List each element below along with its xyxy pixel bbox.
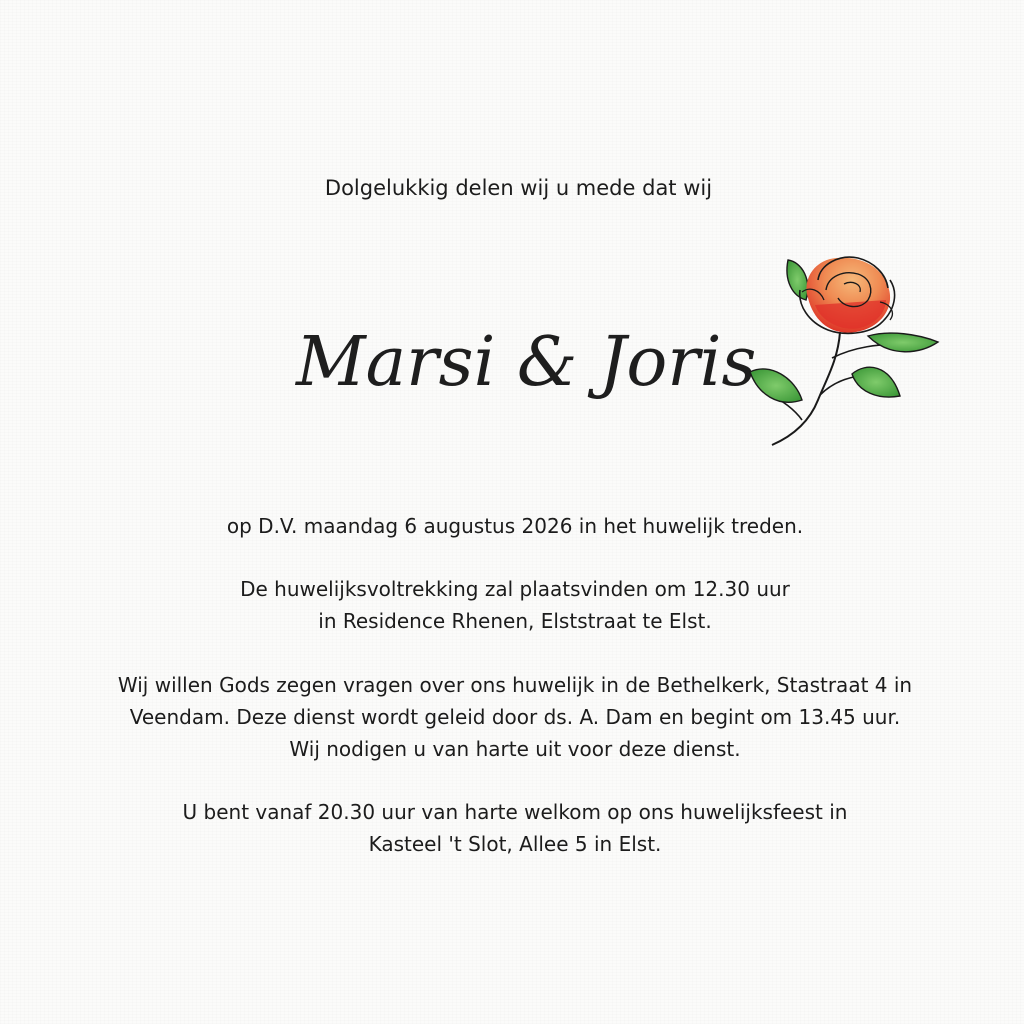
church-paragraph: [0, 669, 1024, 765]
party-paragraph: [0, 796, 1024, 860]
church-line: Wij nodigen u van harte uit voor deze dienst.: [289, 737, 741, 761]
date-line: [0, 510, 1024, 542]
date-text: op D.V. maandag 6 augustus 2026 in het huwelijk treden.: [226, 514, 804, 538]
couple-names: Marsi & Joris: [296, 323, 757, 402]
church-line: Veendam. Deze dienst wordt geleid door ds. A. Dam en begint om 13.45 uur.: [129, 705, 901, 729]
party-line: U bent vanaf 20.30 uur van harte welkom op ons huwelijksfeest in: [182, 800, 848, 824]
ceremony-line: De huwelijksvoltrekking zal plaatsvinden om 12.30 uur: [240, 577, 790, 601]
intro-text: Dolgelukkig delen wij u mede dat wij: [324, 176, 713, 200]
ceremony-line: in Residence Rhenen, Elststraat te Elst.: [318, 609, 712, 633]
rose-icon: [740, 250, 950, 455]
ceremony-paragraph: [0, 573, 1024, 637]
party-line: Kasteel 't Slot, Allee 5 in Elst.: [368, 832, 662, 856]
church-line: Wij willen Gods zegen vragen over ons huwelijk in de Bethelkerk, Stastraat 4 in: [117, 673, 913, 697]
